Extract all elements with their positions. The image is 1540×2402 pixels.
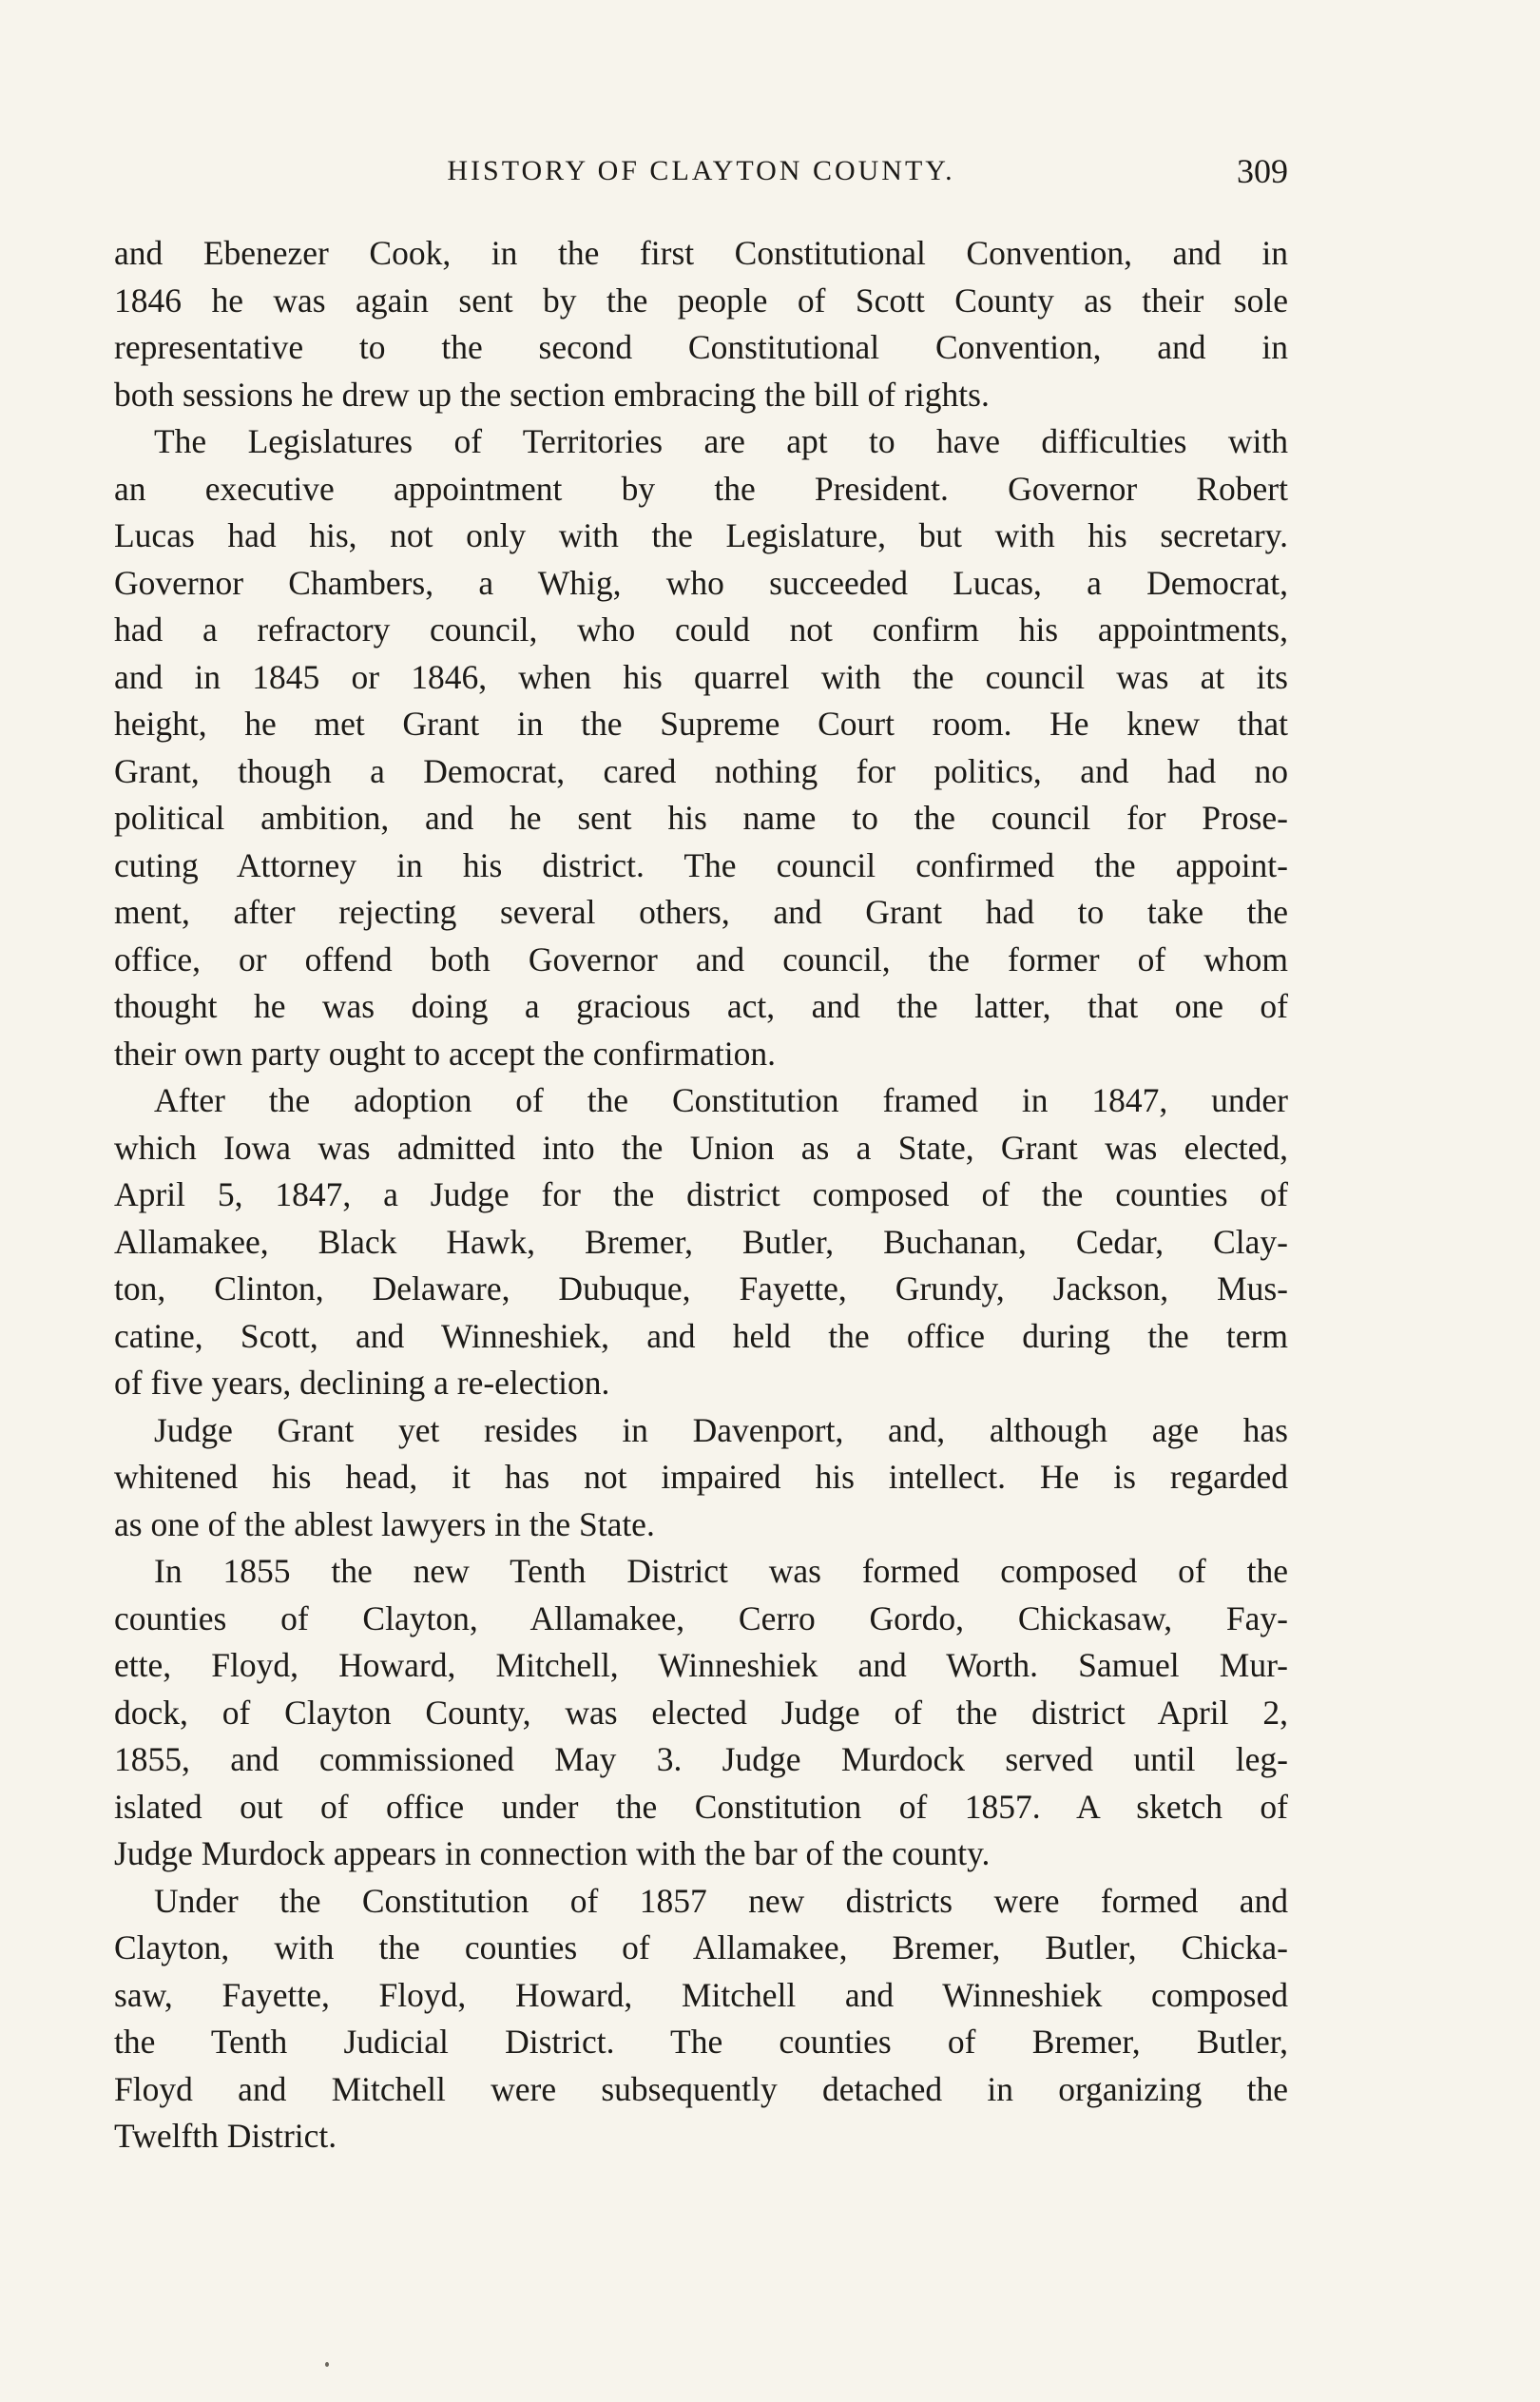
running-title: HISTORY OF CLAYTON COUNTY. (447, 155, 955, 186)
text-line: their own party ought to accept the confirmation. (114, 1034, 776, 1073)
page-number: 309 (1237, 152, 1288, 190)
text-line: political ambition, and he sent his name to the council for Prose- (114, 799, 1288, 837)
text-line: After the adoption of the Constitution framed in 1847, under (154, 1081, 1288, 1119)
text-line: Judge Murdock appears in connection with the bar of the county. (114, 1834, 991, 1872)
text-line: representative to the second Constitutional Convention, and in (114, 328, 1288, 366)
text-line: which Iowa was admitted into the Union as a State, Grant was elected, (114, 1128, 1288, 1167)
text-line: Allamakee, Black Hawk, Bremer, Butler, Buchanan, Cedar, Clay- (114, 1222, 1288, 1261)
text-line: Floyd and Mitchell were subsequently detached in organizing the (114, 2069, 1288, 2108)
text-line: and in 1845 or 1846, when his quarrel with the council was at its (114, 657, 1288, 696)
text-line: cuting Attorney in his district. The council confirmed the appoint- (114, 845, 1288, 884)
text-line: office, or offend both Governor and council, the former of whom (114, 939, 1288, 978)
text-line: Grant, though a Democrat, cared nothing for politics, and had no (114, 751, 1288, 790)
text-line: and Ebenezer Cook, in the first Constitutional Convention, and in (114, 234, 1288, 272)
text-line: Under the Constitution of 1857 new districts were formed and (154, 1881, 1288, 1920)
text-line: had a refractory council, who could not confirm his appointments, (114, 610, 1288, 649)
text-line: Lucas had his, not only with the Legislature, but with his secretary. (114, 516, 1288, 554)
text-line: Twelfth District. (114, 2117, 337, 2155)
text-line: ment, after rejecting several others, and Grant had to take the (114, 893, 1288, 931)
text-line: as one of the ablest lawyers in the State. (114, 1504, 655, 1543)
text-line: April 5, 1847, a Judge for the district composed of the counties of (114, 1175, 1288, 1213)
text-line: counties of Clayton, Allamakee, Cerro Gordo, Chickasaw, Fay- (114, 1598, 1288, 1637)
text-line: height, he met Grant in the Supreme Court room. He knew that (114, 705, 1288, 743)
text-line: The Legislatures of Territories are apt to have difficulties with (154, 422, 1288, 460)
paper-speck (325, 2362, 329, 2367)
text-line: thought he was doing a gracious act, and the latter, that one of (114, 987, 1288, 1025)
running-head (114, 147, 1288, 195)
text-line: ette, Floyd, Howard, Mitchell, Winneshiek and Worth. Samuel Mur- (114, 1646, 1288, 1684)
text-line: an executive appointment by the President. Governor Robert (114, 469, 1288, 508)
text-line: 1846 he was again sent by the people of Scott County as their sole (114, 281, 1288, 320)
text-line: Judge Grant yet resides in Davenport, and, although age has (154, 1410, 1288, 1449)
text-line: of five years, declining a re-election. (114, 1364, 610, 1402)
body-text (114, 230, 1288, 2160)
text-line: both sessions he drew up the section embracing the bill of rights. (114, 375, 990, 414)
text-line: islated out of office under the Constitution of 1857. A sketch of (114, 1787, 1288, 1826)
text-line: ton, Clinton, Delaware, Dubuque, Fayette, Grundy, Jackson, Mus- (114, 1269, 1288, 1308)
text-line: the Tenth Judicial District. The counties of Bremer, Butler, (114, 2023, 1288, 2061)
text-line: 1855, and commissioned May 3. Judge Murdock served until leg- (114, 1740, 1288, 1778)
text-line: Clayton, with the counties of Allamakee, Bremer, Butler, Chicka- (114, 1928, 1288, 1966)
text-line: dock, of Clayton County, was elected Judge of the district April 2, (114, 1693, 1288, 1732)
text-line: catine, Scott, and Winneshiek, and held the office during the term (114, 1316, 1288, 1355)
text-line: saw, Fayette, Floyd, Howard, Mitchell and Winneshiek composed (114, 1975, 1288, 2014)
text-line: In 1855 the new Tenth District was formed composed of the (154, 1552, 1288, 1590)
text-line: Governor Chambers, a Whig, who succeeded Lucas, a Democrat, (114, 563, 1288, 602)
text-line: whitened his head, it has not impaired his intellect. He is regarded (114, 1458, 1288, 1496)
